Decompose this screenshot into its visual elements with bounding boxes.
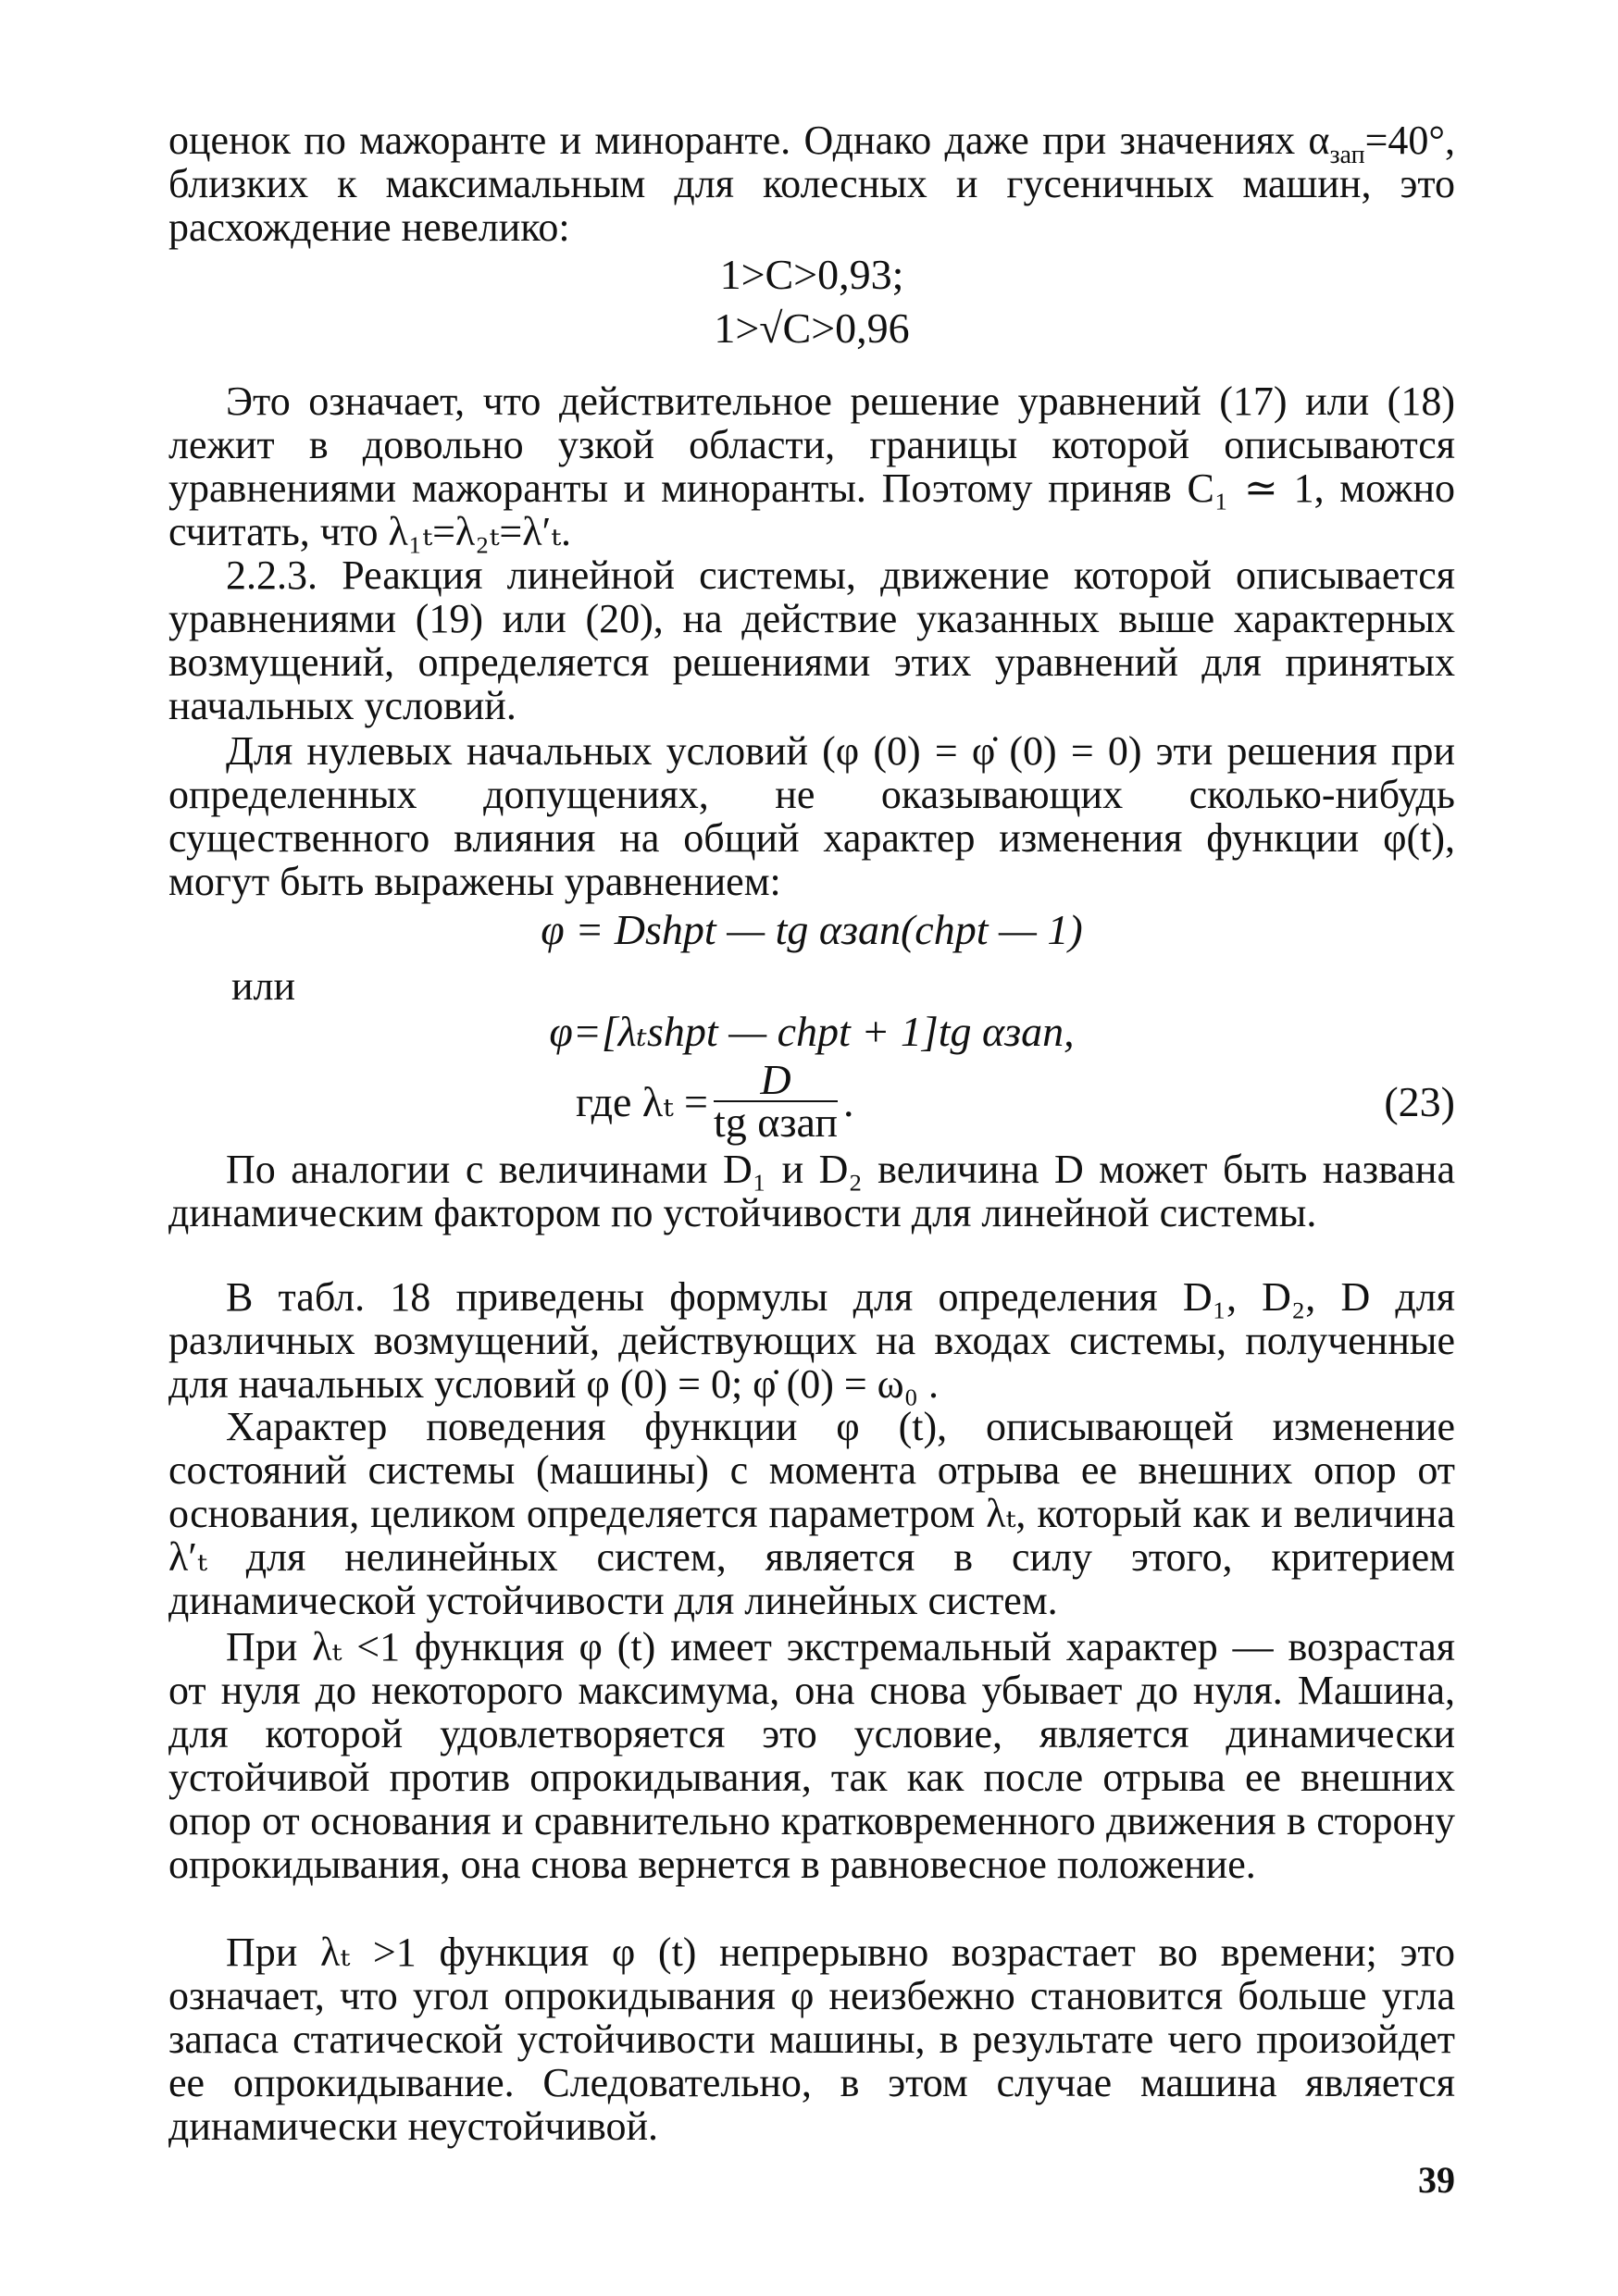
fraction-numerator: D	[714, 1060, 838, 1102]
paragraph-lambda-greater-1: При λₜ >1 функция φ (t) непрерывно возрастает во времени; это означает, что угол опрокидывания φ неизбежно становится больше угла запаса статической устойчивости машины, в результате чего произойдет ее опрокидывание. Следовательно, в этом случае машина является динамически неустойчивой.	[168, 1930, 1455, 2149]
paragraph-lambda-less-1: При λₜ <1 функция φ (t) имеет экстремальный характер — возрастая от нуля до некоторого максимума, она снова убывает до нуля. Машина, для которой удовлетворяется это условие, является динамически устойчивой против опрокидывания, так как после отрыва ее внешних опор от основания и сравнительно кратковременного движения в сторону опрокидывания, она снова вернется в равновесное положение.	[168, 1624, 1455, 1887]
intro-text: оценок по мажоранте и миноранте. Однако даже при значениях	[168, 118, 1296, 163]
equation-23-dot: .	[842, 1077, 854, 1125]
equation-23-row	[168, 1055, 1455, 1148]
equation-23-fraction	[714, 1056, 838, 1146]
equation-2: φ=[λₜshpt — chpt + 1]tg αзап,	[549, 1008, 1075, 1055]
paragraph-analogy: По аналогии с величинами D₁ и D₂ величина D может быть названа динамическим фактором по устойчивости для линейной системы.	[168, 1147, 1455, 1235]
paragraph-2-2-3: 2.2.3. Реакция линейной системы, движение которой описывается уравнениями (19) или (20), на действие указанных выше характерных возмущений, определяется решениями этих уравнений для принятых начальных условий.	[168, 552, 1455, 728]
paragraph-zero-conditions: Для нулевых начальных условий (φ (0) = φ̇ (0) = 0) эти решения при определенных допущениях, не оказывающих сколько-нибудь существенного влияния на общий характер изменения функции φ(t), могут быть выражены уравнением:	[168, 728, 1455, 904]
alpha-symbol: α	[1308, 118, 1330, 163]
equation-23-prefix: где λₜ =	[576, 1078, 708, 1125]
alpha-subscript: зап	[1329, 140, 1365, 169]
paragraph-meaning: Это означает, что действительное решение уравнений (17) или (18) лежит в довольно узкой области, границы которой описываются уравнениями мажоранты и миноранты. Поэтому приняв C₁ ≃ 1, можно считать, что λ₁ₜ=λ₂ₜ=λ′ₜ.	[168, 379, 1455, 554]
equation-number: (23)	[1384, 1078, 1455, 1125]
or-word: или	[231, 963, 296, 1009]
inequality-2: 1>√C>0,96	[714, 304, 910, 352]
intro-text-rest: =40°, близких к максимальным для колесных и гусеничных машин, это расхождение невелико:	[168, 118, 1456, 250]
inequality-1: 1>C>0,93;	[719, 251, 904, 298]
paragraph-behavior: Характер поведения функции φ (t), описывающей изменение состояний системы (машины) с момента отрыва ее внешних опор от основания, целиком определяется параметром λₜ, который как и величина λ′ₜ для нелинейных систем, является в силу этого, критерием динамической устойчивости для линейных систем.	[168, 1404, 1455, 1623]
paragraph-intro	[168, 118, 1455, 249]
page-number: 39	[1418, 2159, 1455, 2201]
equation-1: φ = Dshpt — tg αзап(chpt — 1)	[541, 906, 1083, 953]
fraction-denominator: tg αзап	[714, 1098, 838, 1146]
paragraph-table-18: В табл. 18 приведены формулы для определения D₁, D₂, D для различных возмущений, действующих на входах системы, полученные для начальных условий φ (0) = 0; φ̇ (0) = ω₀ .	[168, 1274, 1455, 1407]
